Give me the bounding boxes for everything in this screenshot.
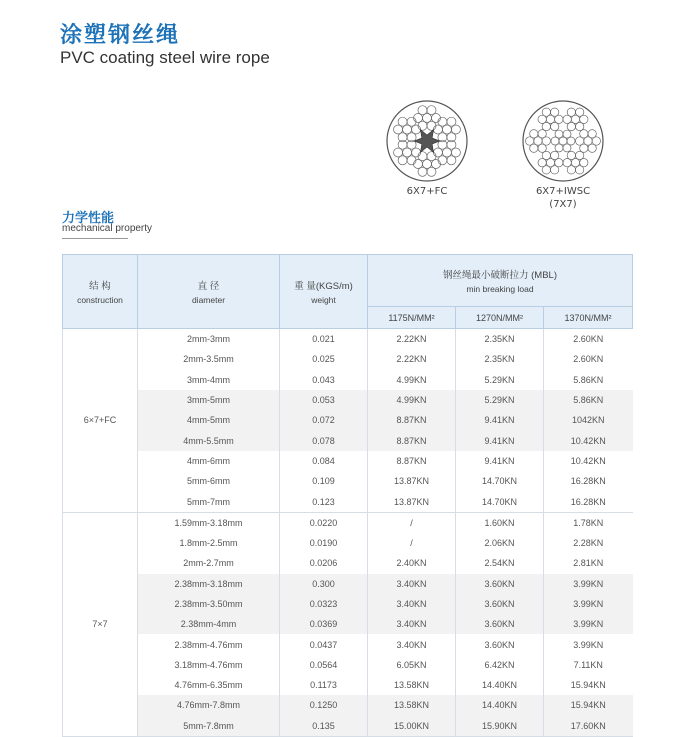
mbl-1270-cell: 14.40KN [456,695,544,715]
weight-cell: 0.0564 [280,655,368,675]
rope-cross-section-6x7-iwsc [522,100,604,182]
diameter-cell: 4mm-5.5mm [138,430,280,450]
mbl-1270-cell: 3.60KN [456,614,544,634]
header-diameter-cn: 直 径 [197,281,220,292]
mbl-1175-cell: 3.40KN [368,634,456,654]
mbl-1370-cell: 2.28KN [544,533,633,553]
diameter-cell: 5mm-7mm [138,491,280,512]
mbl-1270-cell: 9.41KN [456,430,544,450]
mbl-1175-cell: 4.99KN [368,390,456,410]
header-mbl [368,255,633,307]
table-row [63,471,633,491]
table-row [63,410,633,430]
table-row [63,655,633,675]
mbl-1175-cell: 8.87KN [368,430,456,450]
mbl-1270-cell: 2.06KN [456,533,544,553]
diagram-label-6x7-iwsc: 6X7+IWSC [535,186,591,197]
weight-cell: 0.021 [280,329,368,350]
mbl-1370-cell: 10.42KN [544,451,633,471]
table-row [63,695,633,715]
table-row [63,370,633,390]
diameter-cell: 5mm-7.8mm [138,716,280,737]
table-row [63,675,633,695]
mbl-1270-cell: 3.60KN [456,634,544,654]
weight-cell: 0.0369 [280,614,368,634]
header-diameter-en: diameter [191,295,226,305]
table-row [63,533,633,553]
diameter-cell: 2.38mm-4mm [138,614,280,634]
weight-cell: 0.123 [280,491,368,512]
mbl-1175-cell: 3.40KN [368,594,456,614]
mbl-1370-cell: 2.81KN [544,553,633,573]
mbl-1175-cell: 13.58KN [368,675,456,695]
mbl-1175-cell: 13.87KN [368,471,456,491]
mbl-1270-cell: 5.29KN [456,390,544,410]
mbl-1270-cell: 14.70KN [456,491,544,512]
mbl-1175-cell: 3.40KN [368,574,456,594]
construction-cell: 7×7 [63,512,138,736]
mbl-1175-cell: 2.22KN [368,349,456,369]
mbl-1270-cell: 14.40KN [456,675,544,695]
section-title-en: mechanical property [62,223,153,234]
mbl-1370-cell: 3.99KN [544,614,633,634]
diagram-label-6x7-fc: 6X7+FC [406,186,448,197]
diameter-cell: 2.38mm-4.76mm [138,634,280,654]
table-row [63,512,633,533]
mbl-1370-cell: 2.60KN [544,349,633,369]
mbl-1370-cell: 15.94KN [544,695,633,715]
mbl-1270-cell: 9.41KN [456,451,544,471]
mbl-1370-cell: 15.94KN [544,675,633,695]
mbl-1370-cell: 10.42KN [544,430,633,450]
page-title-en: PVC coating steel wire rope [60,48,270,67]
header-construction-en: construction [77,295,123,305]
diameter-cell: 3mm-5mm [138,390,280,410]
construction-cell: 6×7+FC [63,329,138,513]
diameter-cell: 2mm-2.7mm [138,553,280,573]
header-construction-cn: 结 构 [89,281,111,292]
table-row [63,491,633,512]
diameter-cell: 2mm-3.5mm [138,349,280,369]
header-weight [280,255,368,329]
diameter-cell: 4mm-6mm [138,451,280,471]
weight-cell: 0.078 [280,430,368,450]
header-diameter [138,255,280,329]
weight-cell: 0.0437 [280,634,368,654]
weight-cell: 0.084 [280,451,368,471]
section-divider [62,238,128,239]
table-row [63,574,633,594]
header-grade-1370: 1370N/MM² [544,307,633,329]
diameter-cell: 4mm-5mm [138,410,280,430]
weight-cell: 0.0323 [280,594,368,614]
mechanical-property-table [62,254,633,737]
table-row [63,634,633,654]
diameter-cell: 4.76mm-6.35mm [138,675,280,695]
mbl-1270-cell: 9.41KN [456,410,544,430]
table-row [63,329,633,350]
diameter-cell: 1.8mm-2.5mm [138,533,280,553]
diameter-cell: 1.59mm-3.18mm [138,512,280,533]
weight-cell: 0.1173 [280,675,368,695]
mbl-1270-cell: 3.60KN [456,594,544,614]
table-row [63,553,633,573]
mbl-1270-cell: 15.90KN [456,716,544,737]
mbl-1270-cell: 3.60KN [456,574,544,594]
mbl-1370-cell: 16.28KN [544,491,633,512]
header-weight-cn: 重 量(KGS/m) [294,281,353,292]
mbl-1270-cell: 2.35KN [456,329,544,350]
weight-cell: 0.072 [280,410,368,430]
mbl-1270-cell: 2.35KN [456,349,544,369]
weight-cell: 0.1250 [280,695,368,715]
header-construction [63,255,138,329]
diameter-cell: 2.38mm-3.18mm [138,574,280,594]
mbl-1175-cell: / [368,533,456,553]
weight-cell: 0.0220 [280,512,368,533]
table-row [63,594,633,614]
mbl-1370-cell: 17.60KN [544,716,633,737]
mbl-1175-cell: 8.87KN [368,451,456,471]
weight-cell: 0.053 [280,390,368,410]
weight-cell: 0.135 [280,716,368,737]
header-grade-1175: 1175N/MM² [368,307,456,329]
table-row [63,716,633,737]
table-row [63,430,633,450]
weight-cell: 0.300 [280,574,368,594]
mbl-1175-cell: 13.58KN [368,695,456,715]
mbl-1270-cell: 2.54KN [456,553,544,573]
mbl-1175-cell: / [368,512,456,533]
mbl-1175-cell: 8.87KN [368,410,456,430]
mbl-1175-cell: 6.05KN [368,655,456,675]
header-weight-en: weight [311,295,336,305]
section-title-cn: 力学性能 [62,211,115,226]
mbl-1370-cell: 2.60KN [544,329,633,350]
diameter-cell: 4.76mm-7.8mm [138,695,280,715]
diameter-cell: 3mm-4mm [138,370,280,390]
weight-cell: 0.0190 [280,533,368,553]
mbl-1270-cell: 6.42KN [456,655,544,675]
table-body [63,329,633,737]
weight-cell: 0.025 [280,349,368,369]
weight-cell: 0.109 [280,471,368,491]
header-mbl-en: min breaking load [466,284,534,294]
diagram-label-7x7: (7X7) [549,199,577,210]
diameter-cell: 2mm-3mm [138,329,280,350]
mbl-1370-cell: 3.99KN [544,594,633,614]
table-row [63,614,633,634]
mbl-1370-cell: 3.99KN [544,634,633,654]
header-mbl-cn: 钢丝绳最小破断拉力 (MBL) [443,270,558,281]
diameter-cell: 3.18mm-4.76mm [138,655,280,675]
diameter-cell: 5mm-6mm [138,471,280,491]
mbl-1270-cell: 1.60KN [456,512,544,533]
page-title-cn: 涂塑钢丝绳 [60,23,181,48]
weight-cell: 0.043 [280,370,368,390]
rope-cross-section-6x7-fc [386,100,468,182]
mbl-1370-cell: 16.28KN [544,471,633,491]
mbl-1175-cell: 3.40KN [368,614,456,634]
mbl-1370-cell: 1042KN [544,410,633,430]
diameter-cell: 2.38mm-3.50mm [138,594,280,614]
mbl-1370-cell: 7.11KN [544,655,633,675]
mbl-1175-cell: 4.99KN [368,370,456,390]
mbl-1175-cell: 2.40KN [368,553,456,573]
mbl-1370-cell: 5.86KN [544,370,633,390]
mbl-1175-cell: 15.00KN [368,716,456,737]
header-grade-1270: 1270N/MM² [456,307,544,329]
table-row [63,451,633,471]
mbl-1270-cell: 14.70KN [456,471,544,491]
mbl-1175-cell: 13.87KN [368,491,456,512]
table-row [63,349,633,369]
weight-cell: 0.0206 [280,553,368,573]
mbl-1370-cell: 5.86KN [544,390,633,410]
mbl-1175-cell: 2.22KN [368,329,456,350]
mbl-1370-cell: 1.78KN [544,512,633,533]
mbl-1370-cell: 3.99KN [544,574,633,594]
table-row [63,390,633,410]
mbl-1270-cell: 5.29KN [456,370,544,390]
